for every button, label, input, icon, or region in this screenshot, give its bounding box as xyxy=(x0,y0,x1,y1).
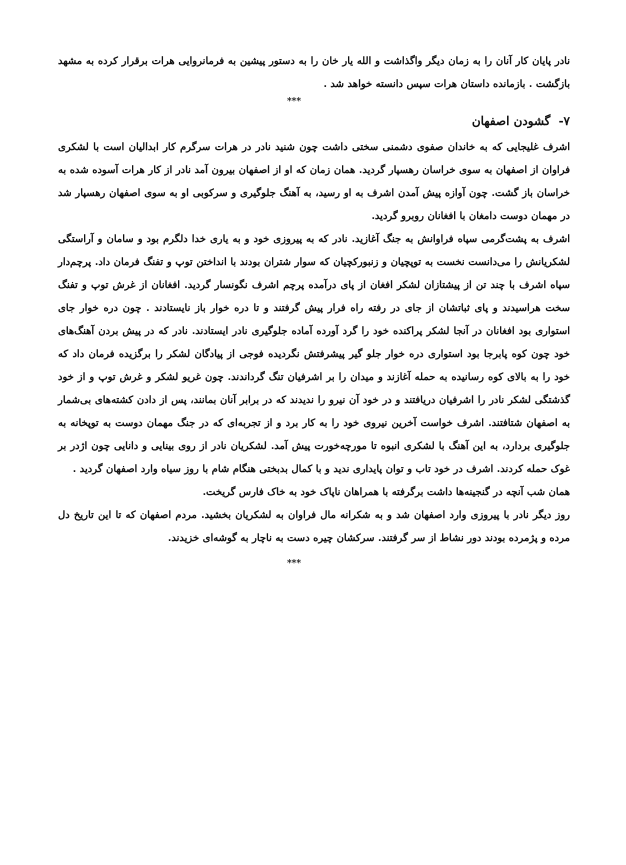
section-separator-top: *** xyxy=(286,97,302,107)
paragraph-3: همان شب آنچه در گنجینه‌ها داشت برگرفته با همراهان ناپاک خود به خاک فارس گریخت. xyxy=(202,487,570,498)
section-title: گشودن اصفهان xyxy=(471,114,551,128)
section-separator-bottom: *** xyxy=(286,559,302,569)
section-number: ۷- xyxy=(558,114,570,128)
paragraph-2: اشرف به پشت‌گرمی سپاه فراوانش به جنگ آغازید. نادر که به پیروزی خود و به یاری خدا دلگرم بود و سامان و آراستگی لشکریانش را می‌دانست نخست به توپچیان و زنبورکچیان که سوار شتران بودند با انداختن توپ و تفنگ فرمان داد. پرچم‌دار سپاه اشرف با چند تن از پیشتازان لشکر افغان از پای درآمده پرچم اشرف نگونسار گردید. افغانان از غرش توپ و تفنگ سخت هراسیدند و پای ثباتشان از جای در رفته راه فرار پیش گرفتند و تا دره خوار باز نایستادند . چون دره خوار جای استواری بود افغانان در آنجا لشکر پراکنده خود را گرد آورده آماده جلوگیری نادر ایستادند. نادر که در پیش بردن آهنگ‌های خود چون کوه پابرجا بود استواری دره خوار جلو گیر پیشرفتش نگردیده فوجی از پیادگان لشکر را برگزیده فرمان داد که خود را به بالای کوه رسانیده به حمله آغازند و میدان را بر اشرفیان تنگ گرداندند. چون غریو لشکر و غرش توپ و از خود گذشتگی لشکر نادر را اشرفیان دریافتند و در خود آن نیرو را ندیدند که در برابر آنان بمانند، پس از دادن کشته‌های بی‌شمار به اصفهان شتافتند. اشرف خواست آخرین نیروی خود را به کار برد و از تجربه‌ای که در جنگ مهمان دوست به توپخانه به جلوگیری بردارد، به این آهنگ با لشکری انبوه تا مورچه‌خورت پیش آمد. لشکریان نادر از روی بینایی و دانایی چون اژدر بر غوک حمله کردند. اشرف در خود تاب و توان پایداری ندید و با کمال بدبختی هنگام شام با روز سیاه وارد اصفهان گردید . xyxy=(58,234,570,475)
document-page xyxy=(58,50,570,579)
section-heading xyxy=(58,110,570,132)
paragraph-1: اشرف غلیجایی که به خاندان صفوی دشمنی سختی داشت چون شنید نادر در هرات سرگرم کار ابدالیان است با لشکری فراوان از اصفهان به سوی خراسان رهسپار گردید. همان زمان که او از اصفهان بیرون آمد نادر از کار هرات آسوده شده به خراسان باز گشت. چون آوازه پیش آمدن اشرف به او رسید، به آهنگ جلوگیری و سرکوبی او به سوی اصفهان رهسپار شد در مهمان دوست دامغان با افغانان روبرو گردید. xyxy=(58,142,570,222)
intro-paragraph: نادر پایان کار آنان را به زمان دیگر واگذاشت و الله یار خان را به دستور پیشین به فرمانروایی هرات برقرار کرده به مشهد بازگشت . بازمانده داستان هرات سپس دانسته خواهد شد . xyxy=(58,56,570,90)
paragraph-4: روز دیگر نادر با پیروزی وارد اصفهان شد و به شکرانه مال فراوان به لشکریان بخشید. مردم اصفهان که تا این تاریخ دل مرده و پژمرده بودند دور نشاط از سر گرفتند. سرکشان چیره دست به ناچار به گوشه‌ای خزیدند. xyxy=(58,510,570,544)
